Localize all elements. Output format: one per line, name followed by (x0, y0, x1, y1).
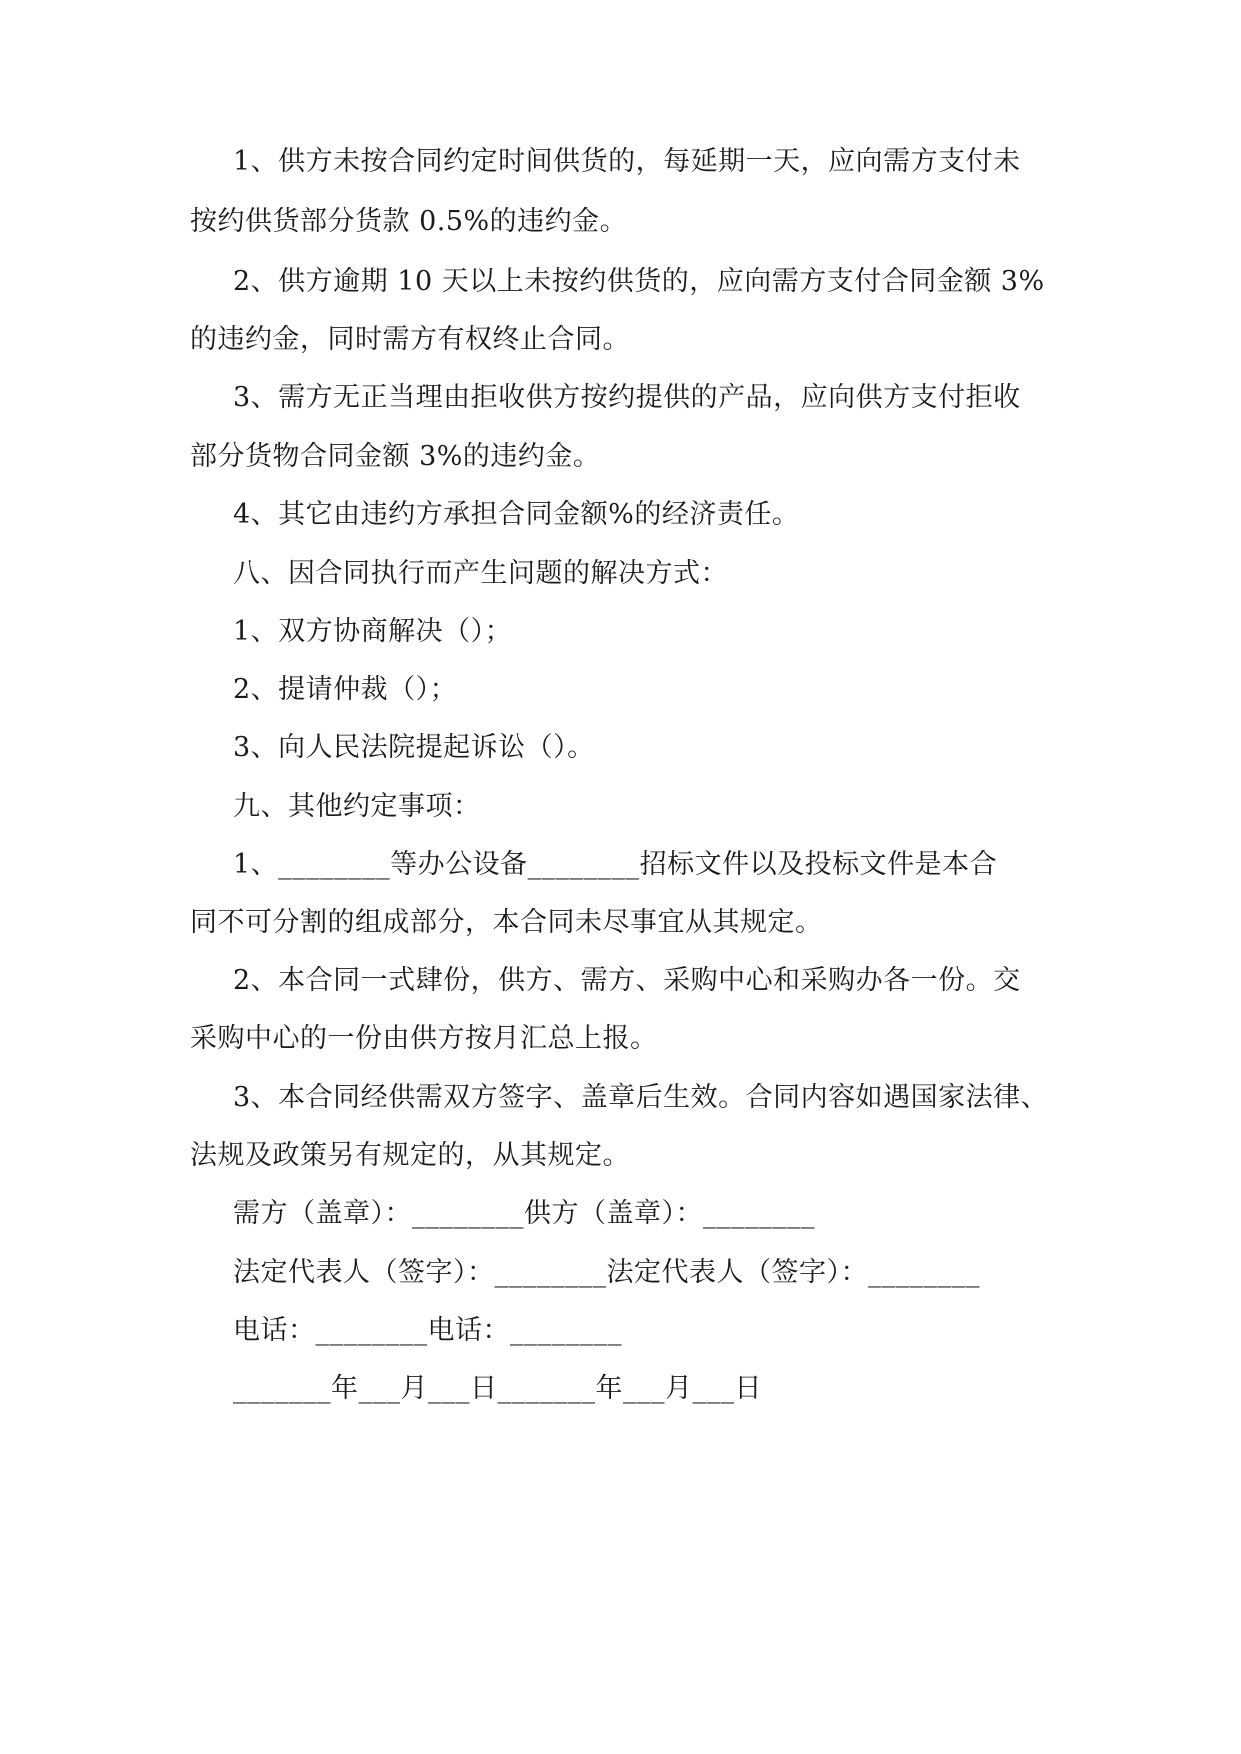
clause-9-1-line-2: 同不可分割的组成部分，本合同未尽事宜从其规定。 (190, 907, 823, 938)
signature-representative-line: 法定代表人（签字）：________法定代表人（签字）：________ (233, 1257, 980, 1288)
clause-8-3: 3、向人民法院提起诉讼（）。 (233, 732, 595, 763)
section-9-heading: 九、其他约定事项： (233, 791, 481, 822)
clause-9-3-line-2: 法规及政策另有规定的，从其规定。 (190, 1140, 630, 1171)
clause-9-2-line-2: 采购中心的一份由供方按月汇总上报。 (190, 1023, 658, 1054)
clause-7-4: 4、其它由违约方承担合同金额%的经济责任。 (233, 499, 800, 530)
signature-date-line: _______年___月___日_______年___月___日 (233, 1373, 762, 1404)
clause-9-2-line-1: 2、本合同一式肆份，供方、需方、采购中心和采购办各一份。交 (233, 965, 1021, 996)
clause-7-3-line-1: 3、需方无正当理由拒收供方按约提供的产品，应向供方支付拒收 (233, 382, 1021, 413)
clause-7-1-line-1: 1、供方未按合同约定时间供货的，每延期一天，应向需方支付未 (233, 146, 1021, 177)
clause-7-1-line-2: 按约供货部分货款 0.5%的违约金。 (190, 206, 628, 237)
clause-7-3-line-2: 部分货物合同金额 3%的违约金。 (190, 441, 601, 472)
section-8-heading: 八、因合同执行而产生问题的解决方式： (233, 558, 728, 589)
clause-7-2-line-1: 2、供方逾期 10 天以上未按约供货的，应向需方支付合同金额 3% (233, 266, 1045, 297)
clause-9-1-line-1: 1、________等办公设备________招标文件以及投标文件是本合 (233, 849, 998, 880)
clause-8-1: 1、双方协商解决（）； (233, 616, 513, 647)
clause-7-2-line-2: 的违约金，同时需方有权终止合同。 (190, 324, 630, 355)
signature-phone-line: 电话：________电话：________ (233, 1315, 622, 1346)
signature-seal-line: 需方（盖章）：________供方（盖章）：________ (233, 1198, 815, 1229)
clause-8-2: 2、提请仲裁（）； (233, 674, 458, 705)
clause-9-3-line-1: 3、本合同经供需双方签字、盖章后生效。合同内容如遇国家法律、 (233, 1082, 1049, 1113)
